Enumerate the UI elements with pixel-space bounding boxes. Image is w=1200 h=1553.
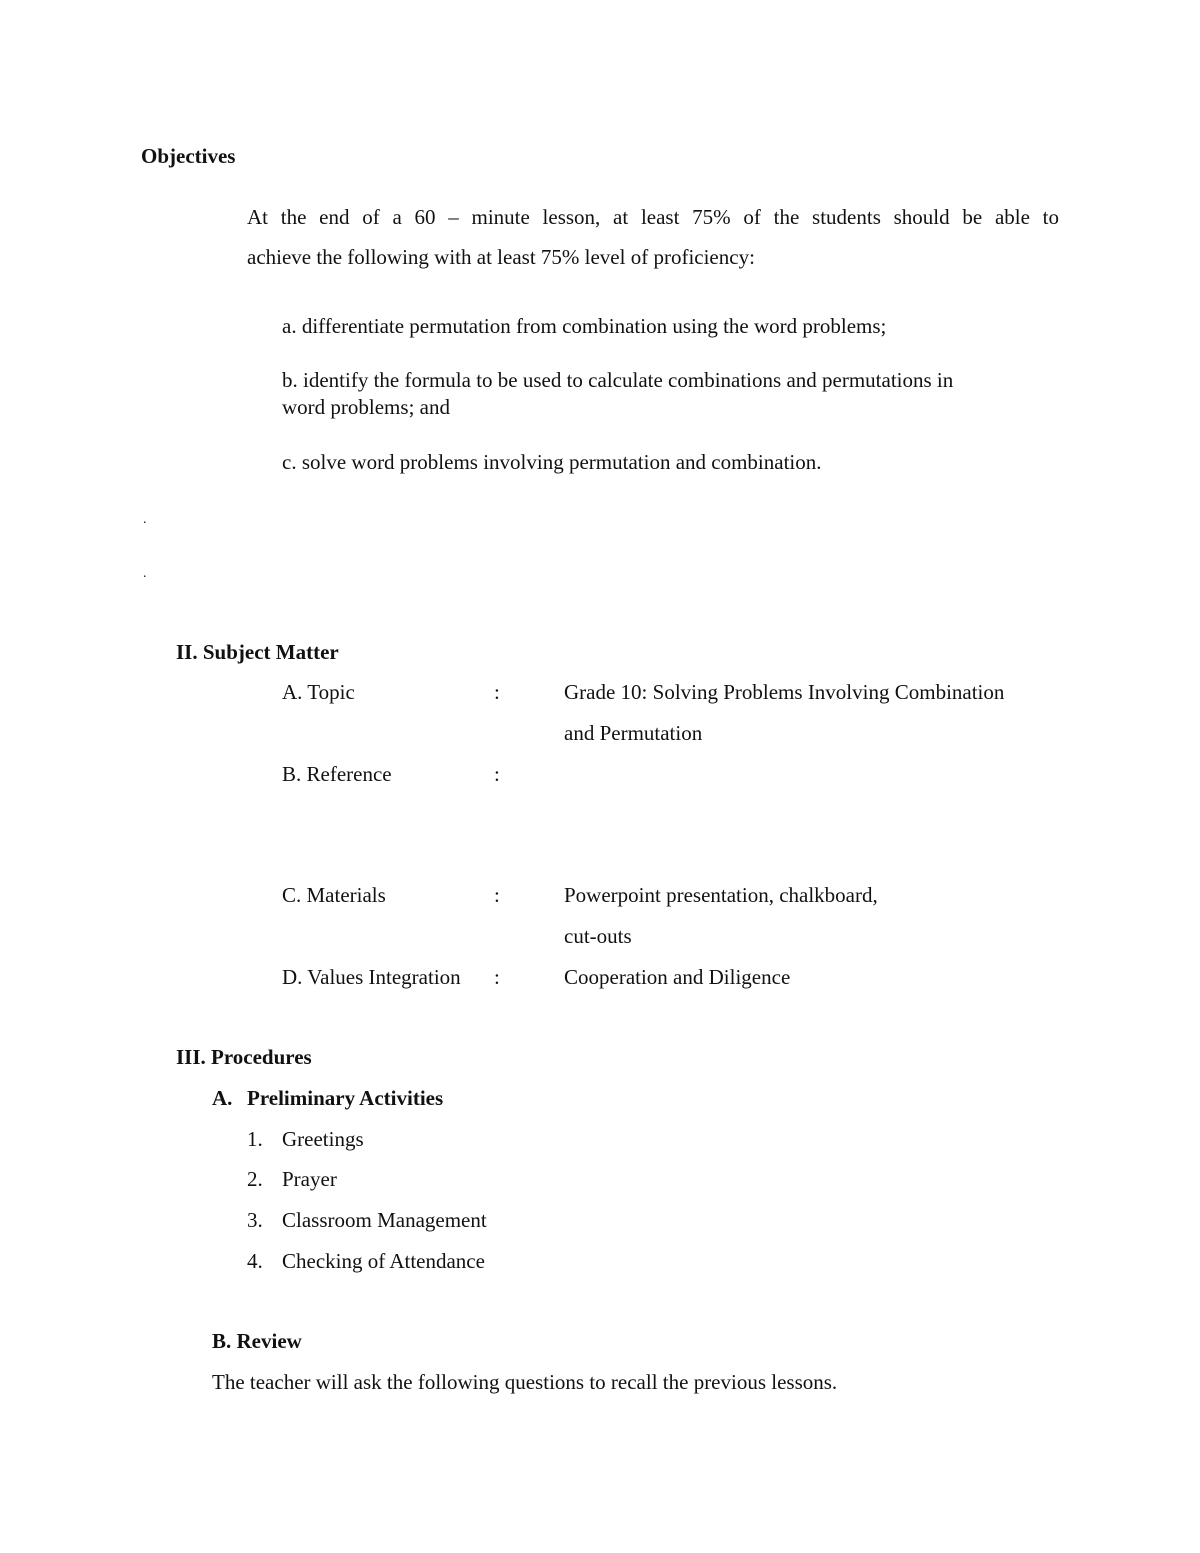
objective-item-c: c. solve word problems involving permutation and combination. bbox=[282, 450, 822, 474]
materials-label: C. Materials bbox=[282, 883, 386, 907]
review-text: The teacher will ask the following questions to recall the previous lessons. bbox=[212, 1370, 838, 1394]
subject-matter-heading: II. Subject Matter bbox=[176, 640, 339, 664]
reference-colon: : bbox=[494, 762, 500, 786]
procedures-heading: III. Procedures bbox=[176, 1045, 312, 1069]
review-heading: B. Review bbox=[212, 1329, 302, 1353]
stray-dot: . bbox=[143, 566, 147, 581]
step-number: 4. bbox=[247, 1249, 263, 1273]
topic-value-line-2: and Permutation bbox=[564, 721, 703, 745]
reference-label: B. Reference bbox=[282, 762, 392, 786]
topic-label: A. Topic bbox=[282, 680, 355, 704]
topic-value-line-1: Grade 10: Solving Problems Involving Combination bbox=[564, 680, 1005, 704]
step-text: Classroom Management bbox=[282, 1208, 487, 1232]
objectives-heading: Objectives bbox=[141, 144, 236, 168]
materials-value-line-1: Powerpoint presentation, chalkboard, bbox=[564, 883, 878, 907]
materials-colon: : bbox=[494, 883, 500, 907]
objective-item-b-line-2: word problems; and bbox=[282, 395, 450, 419]
objective-item-b-line-1: b. identify the formula to be used to calculate combinations and permutations in bbox=[282, 368, 954, 392]
step-number: 2. bbox=[247, 1167, 263, 1191]
topic-colon: : bbox=[494, 680, 500, 704]
values-integration-value: Cooperation and Diligence bbox=[564, 965, 791, 989]
objective-item-a: a. differentiate permutation from combination using the word problems; bbox=[282, 314, 887, 338]
preliminary-activities-title: Preliminary Activities bbox=[247, 1086, 444, 1110]
values-integration-label: D. Values Integration bbox=[282, 965, 461, 989]
step-text: Prayer bbox=[282, 1167, 337, 1191]
preliminary-activities-letter: A. bbox=[212, 1086, 233, 1110]
step-text: Greetings bbox=[282, 1127, 364, 1151]
objectives-intro-line-1: At the end of a 60 – minute lesson, at least 75% of the students should be able to bbox=[247, 205, 1059, 229]
materials-value-line-2: cut-outs bbox=[564, 924, 632, 948]
step-text: Checking of Attendance bbox=[282, 1249, 485, 1273]
stray-dot: . bbox=[143, 512, 147, 527]
step-number: 3. bbox=[247, 1208, 263, 1232]
values-integration-colon: : bbox=[494, 965, 500, 989]
objectives-intro-line-2: achieve the following with at least 75% level of proficiency: bbox=[247, 245, 755, 269]
step-number: 1. bbox=[247, 1127, 263, 1151]
